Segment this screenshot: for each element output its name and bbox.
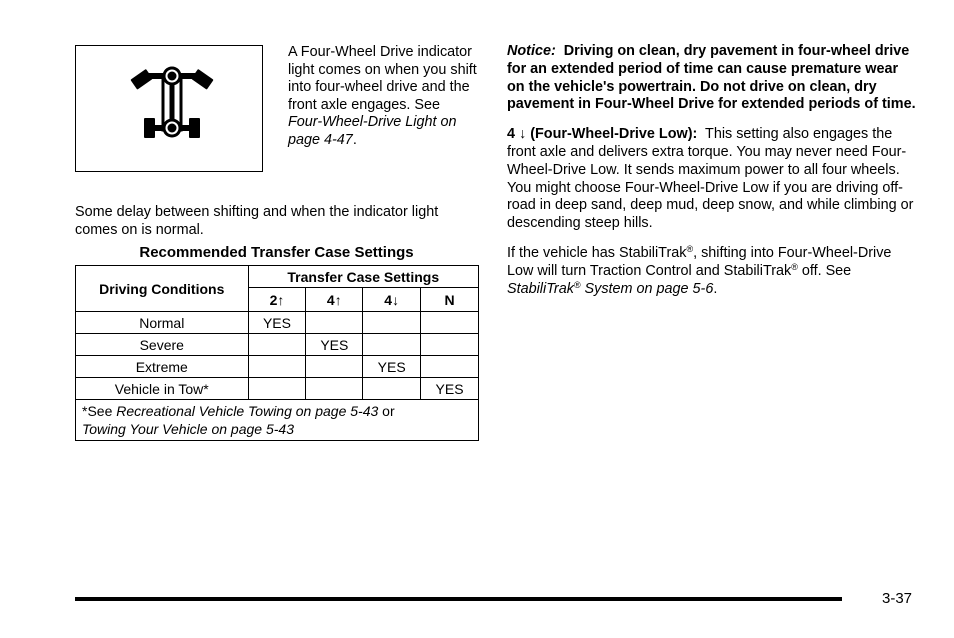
transfer-case-settings-header: Transfer Case Settings: [248, 266, 478, 288]
setting-cell: [421, 334, 479, 356]
notice-text: Driving on clean, dry pavement in four-wheel drive for an extended period of time can cause premature wear on the vehicle's powertrain. Do not drive on clean, dry pavement in Four-Wheel Drive for extended periods of time.: [507, 43, 916, 113]
setting-cell: YES: [363, 356, 421, 378]
four-wheel-drive-indicator-icon: [76, 46, 261, 170]
footnote-or: or: [382, 403, 395, 419]
footnote-prefix: *See: [82, 403, 113, 419]
delay-paragraph: Some delay between shifting and when the indicator light comes on is normal.: [75, 204, 439, 238]
four-low-term: 4 ↓ (Four-Wheel-Drive Low):: [507, 126, 698, 143]
transfer-case-table: [75, 265, 479, 441]
condition-cell: Vehicle in Tow*: [76, 378, 249, 400]
setting-cell: [306, 378, 363, 400]
notice-paragraph: [507, 43, 917, 114]
driving-conditions-header: Driving Conditions: [76, 266, 249, 312]
table-row: [76, 334, 479, 356]
table-title: Recommended Transfer Case Settings: [139, 244, 414, 261]
page-number: 3-37: [882, 590, 913, 607]
right-column: [507, 43, 917, 310]
condition-cell: Normal: [76, 312, 249, 334]
four-wheel-drive-light-reference: Four-Wheel-Drive Light on page 4-47: [288, 114, 457, 148]
setting-cell: [363, 312, 421, 334]
table-row: [76, 312, 479, 334]
setting-cell: [363, 334, 421, 356]
mode-header: N: [421, 288, 479, 312]
footer-rule: [75, 597, 842, 601]
setting-cell: [306, 312, 363, 334]
registered-mark: ®: [686, 243, 694, 254]
setting-cell: [421, 312, 479, 334]
stabilitrak-text-c: off. See: [797, 262, 852, 279]
stabilitrak-text-b: , shifting into Four-Wheel-Drive Low will turn Traction Control and StabiliTrak: [507, 244, 892, 279]
rv-towing-reference: Recreational Vehicle Towing on page 5-43: [116, 403, 379, 419]
table-row: [76, 356, 479, 378]
stabilitrak-text-a: If the vehicle has StabiliTrak: [507, 244, 687, 261]
indicator-description-text: A Four-Wheel Drive indicator light comes on when you shift into four-wheel drive and the front axle engages. See: [288, 44, 477, 113]
table-row: [76, 378, 479, 400]
mode-header: 4↑: [306, 288, 363, 312]
stabilitrak-paragraph: [507, 245, 917, 298]
condition-cell: Extreme: [76, 356, 249, 378]
setting-cell: [421, 356, 479, 378]
indicator-description: [288, 44, 478, 149]
setting-cell: [248, 378, 306, 400]
setting-cell: [363, 378, 421, 400]
mode-header: 4↓: [363, 288, 421, 312]
registered-mark: ®: [573, 279, 581, 290]
setting-cell: YES: [248, 312, 306, 334]
setting-cell: [306, 356, 363, 378]
four-low-paragraph: [507, 126, 917, 233]
setting-cell: [248, 334, 306, 356]
stabilitrak-end: .: [713, 280, 718, 297]
registered-mark: ®: [791, 261, 798, 272]
indicator-icon-frame: [75, 45, 263, 172]
towing-vehicle-reference: Towing Your Vehicle on page 5-43: [82, 421, 294, 437]
notice-label: Notice:: [507, 43, 556, 59]
setting-cell: [248, 356, 306, 378]
condition-cell: Severe: [76, 334, 249, 356]
stabilitrak-reference-page: System on page 5-6: [580, 280, 714, 297]
setting-cell: YES: [306, 334, 363, 356]
setting-cell: YES: [421, 378, 479, 400]
table-footnote: [76, 400, 479, 441]
indicator-description-end: .: [352, 131, 357, 148]
stabilitrak-reference: StabiliTrak: [507, 280, 574, 297]
four-low-text: This setting also engages the front axle and delivers extra torque. You may never need Four-Wheel-Drive Low. It sends maximum power to all four wheels. You might choose Four-Wheel-Drive Low if you are driving off-road in deep sand, deep mud, deep snow, and while climbing or descending steep hills.: [507, 126, 914, 232]
mode-header: 2↑: [248, 288, 306, 312]
